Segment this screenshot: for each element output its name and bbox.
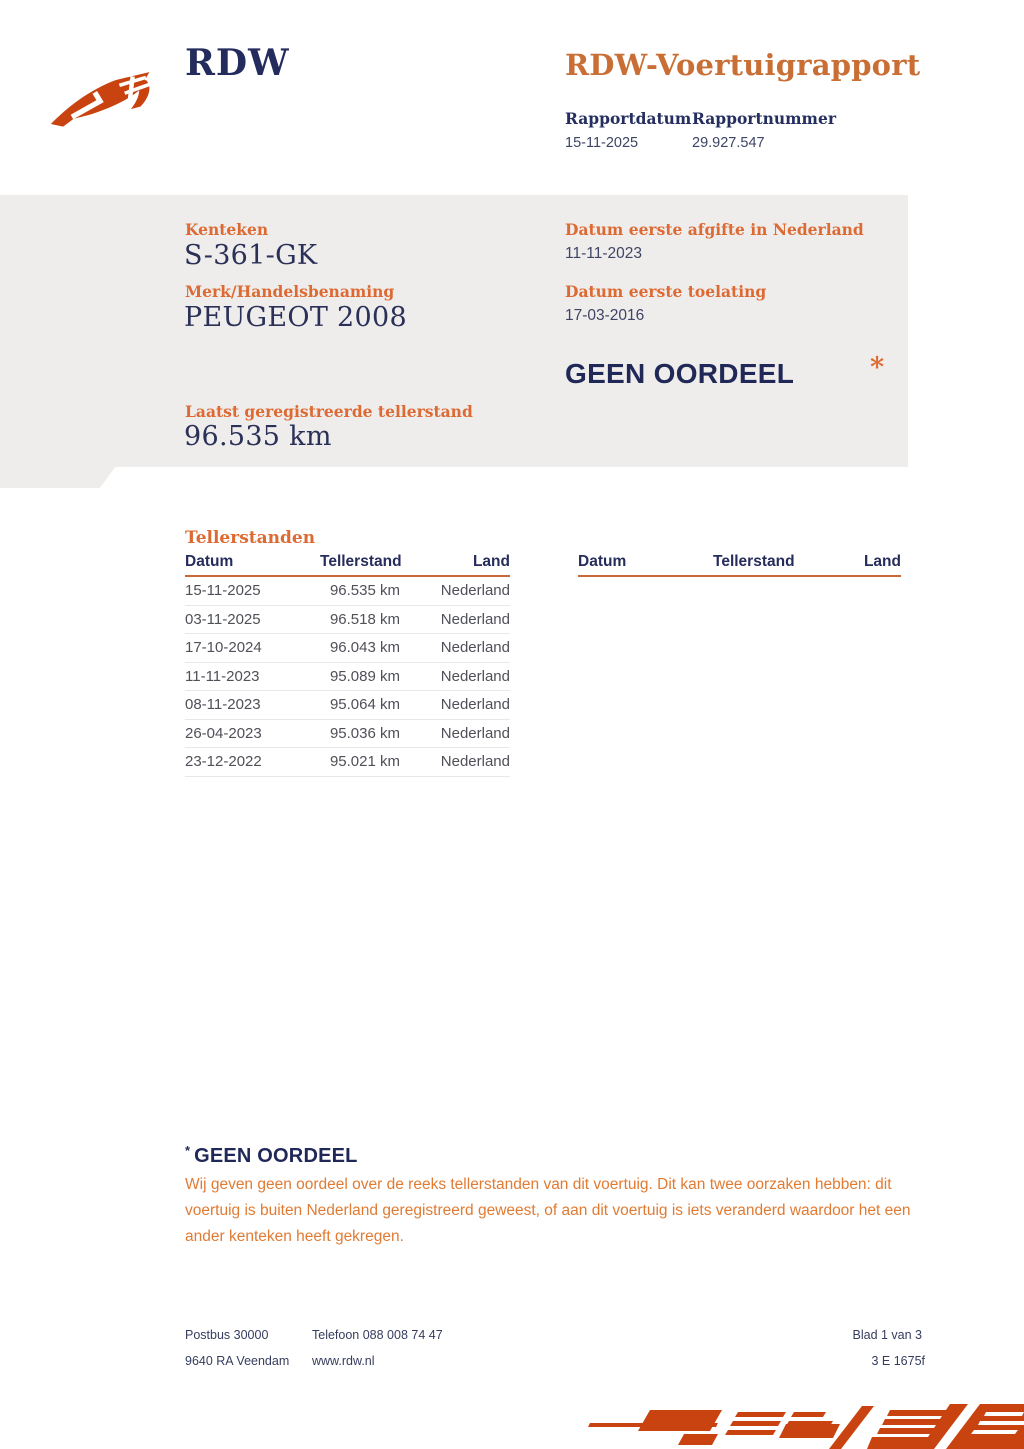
afgifte-label: Datum eerste afgifte in Nederland [565,220,864,239]
cell-land: Nederland [440,582,510,600]
col-header-land: Land [472,553,510,570]
rdw-wordmark: RDW [185,42,290,84]
tellerstanden-table-rows [185,577,510,777]
rdw-logo-swoosh-icon [42,52,174,138]
cell-datum: 15-11-2025 [185,582,261,600]
cell-tellerstand: 96.535 km [329,582,400,600]
speed-stripes-graphic [588,1400,1024,1449]
cell-land: Nederland [440,696,510,714]
toelating-value: 17-03-2016 [565,307,645,324]
table-row [185,663,510,692]
cell-tellerstand: 95.064 km [329,696,400,714]
report-date-label: Rapportdatum [565,109,692,128]
report-number-value: 29.927.547 [692,135,765,151]
cell-datum: 23-12-2022 [185,753,262,771]
col-header-land: Land [863,553,901,570]
cell-land: Nederland [440,667,510,685]
table-row [185,634,510,663]
merk-value: PEUGEOT 2008 [184,302,407,333]
col-header-datum: Datum [185,553,234,570]
footnote-title: GEEN OORDEEL [194,1145,358,1167]
footer-address-line2: 9640 RA Veendam [185,1354,290,1368]
col-header-tellerstand: Tellerstand [713,553,795,570]
footnote-body: Wij geven geen oordeel over de reeks tellerstanden van dit voertuig. Dit kan twee oorzaken hebben: dit voertuig is buiten Nederland geregistreerd geweest, of aan dit voertuig is iets veranderd waardoor het een ander kenteken heeft gekregen. [185,1176,911,1245]
table-row [185,748,510,777]
tellerstanden-table [185,553,510,777]
footnote-asterisk: * [185,1143,191,1158]
cell-land: Nederland [440,724,510,742]
verdict-asterisk: * [870,352,885,383]
footer-website: www.rdw.nl [312,1354,375,1368]
footer-phone: Telefoon 088 008 74 47 [312,1328,443,1342]
cell-datum: 11-11-2023 [185,667,260,685]
page-title: RDW-Voertuigrapport [565,48,921,82]
cell-datum: 26-04-2023 [185,724,262,742]
report-date-value: 15-11-2025 [565,135,639,151]
cell-tellerstand: 95.089 km [329,667,400,685]
tellerstand-value: 96.535 km [184,421,332,452]
cell-tellerstand: 95.036 km [329,724,400,742]
cell-datum: 17-10-2024 [185,639,262,657]
footer-page-number: Blad 1 van 3 [852,1328,922,1342]
table-row [185,691,510,720]
table-row [185,577,510,606]
report-number-label: Rapportnummer [692,109,836,128]
merk-label: Merk/Handelsbenaming [185,282,395,301]
footer-address-line1: Postbus 30000 [185,1328,269,1342]
tellerstanden-table-secondary [578,553,901,577]
toelating-label: Datum eerste toelating [565,282,767,301]
cell-tellerstand: 96.043 km [329,639,400,657]
cell-datum: 08-11-2023 [185,696,261,714]
table-header [578,553,901,577]
table-header [185,553,510,577]
footer-doc-code: 3 E 1675f [871,1354,925,1368]
cell-tellerstand: 96.518 km [329,610,400,628]
col-header-datum: Datum [578,553,627,570]
section-title-tellerstanden: Tellerstanden [185,528,316,548]
kenteken-label: Kenteken [185,220,269,239]
tellerstand-label: Laatst geregistreerde tellerstand [185,402,473,421]
cell-land: Nederland [440,639,510,657]
table-row [185,606,510,635]
afgifte-value: 11-11-2023 [565,245,642,262]
table-row [185,720,510,749]
cell-land: Nederland [440,610,510,628]
verdict-text: GEEN OORDEEL [565,358,795,389]
footnote-heading [185,1143,358,1168]
cell-land: Nederland [440,753,510,771]
cell-datum: 03-11-2025 [185,610,261,628]
kenteken-value: S-361-GK [184,240,318,271]
cell-tellerstand: 95.021 km [329,753,400,771]
col-header-tellerstand: Tellerstand [320,553,402,570]
